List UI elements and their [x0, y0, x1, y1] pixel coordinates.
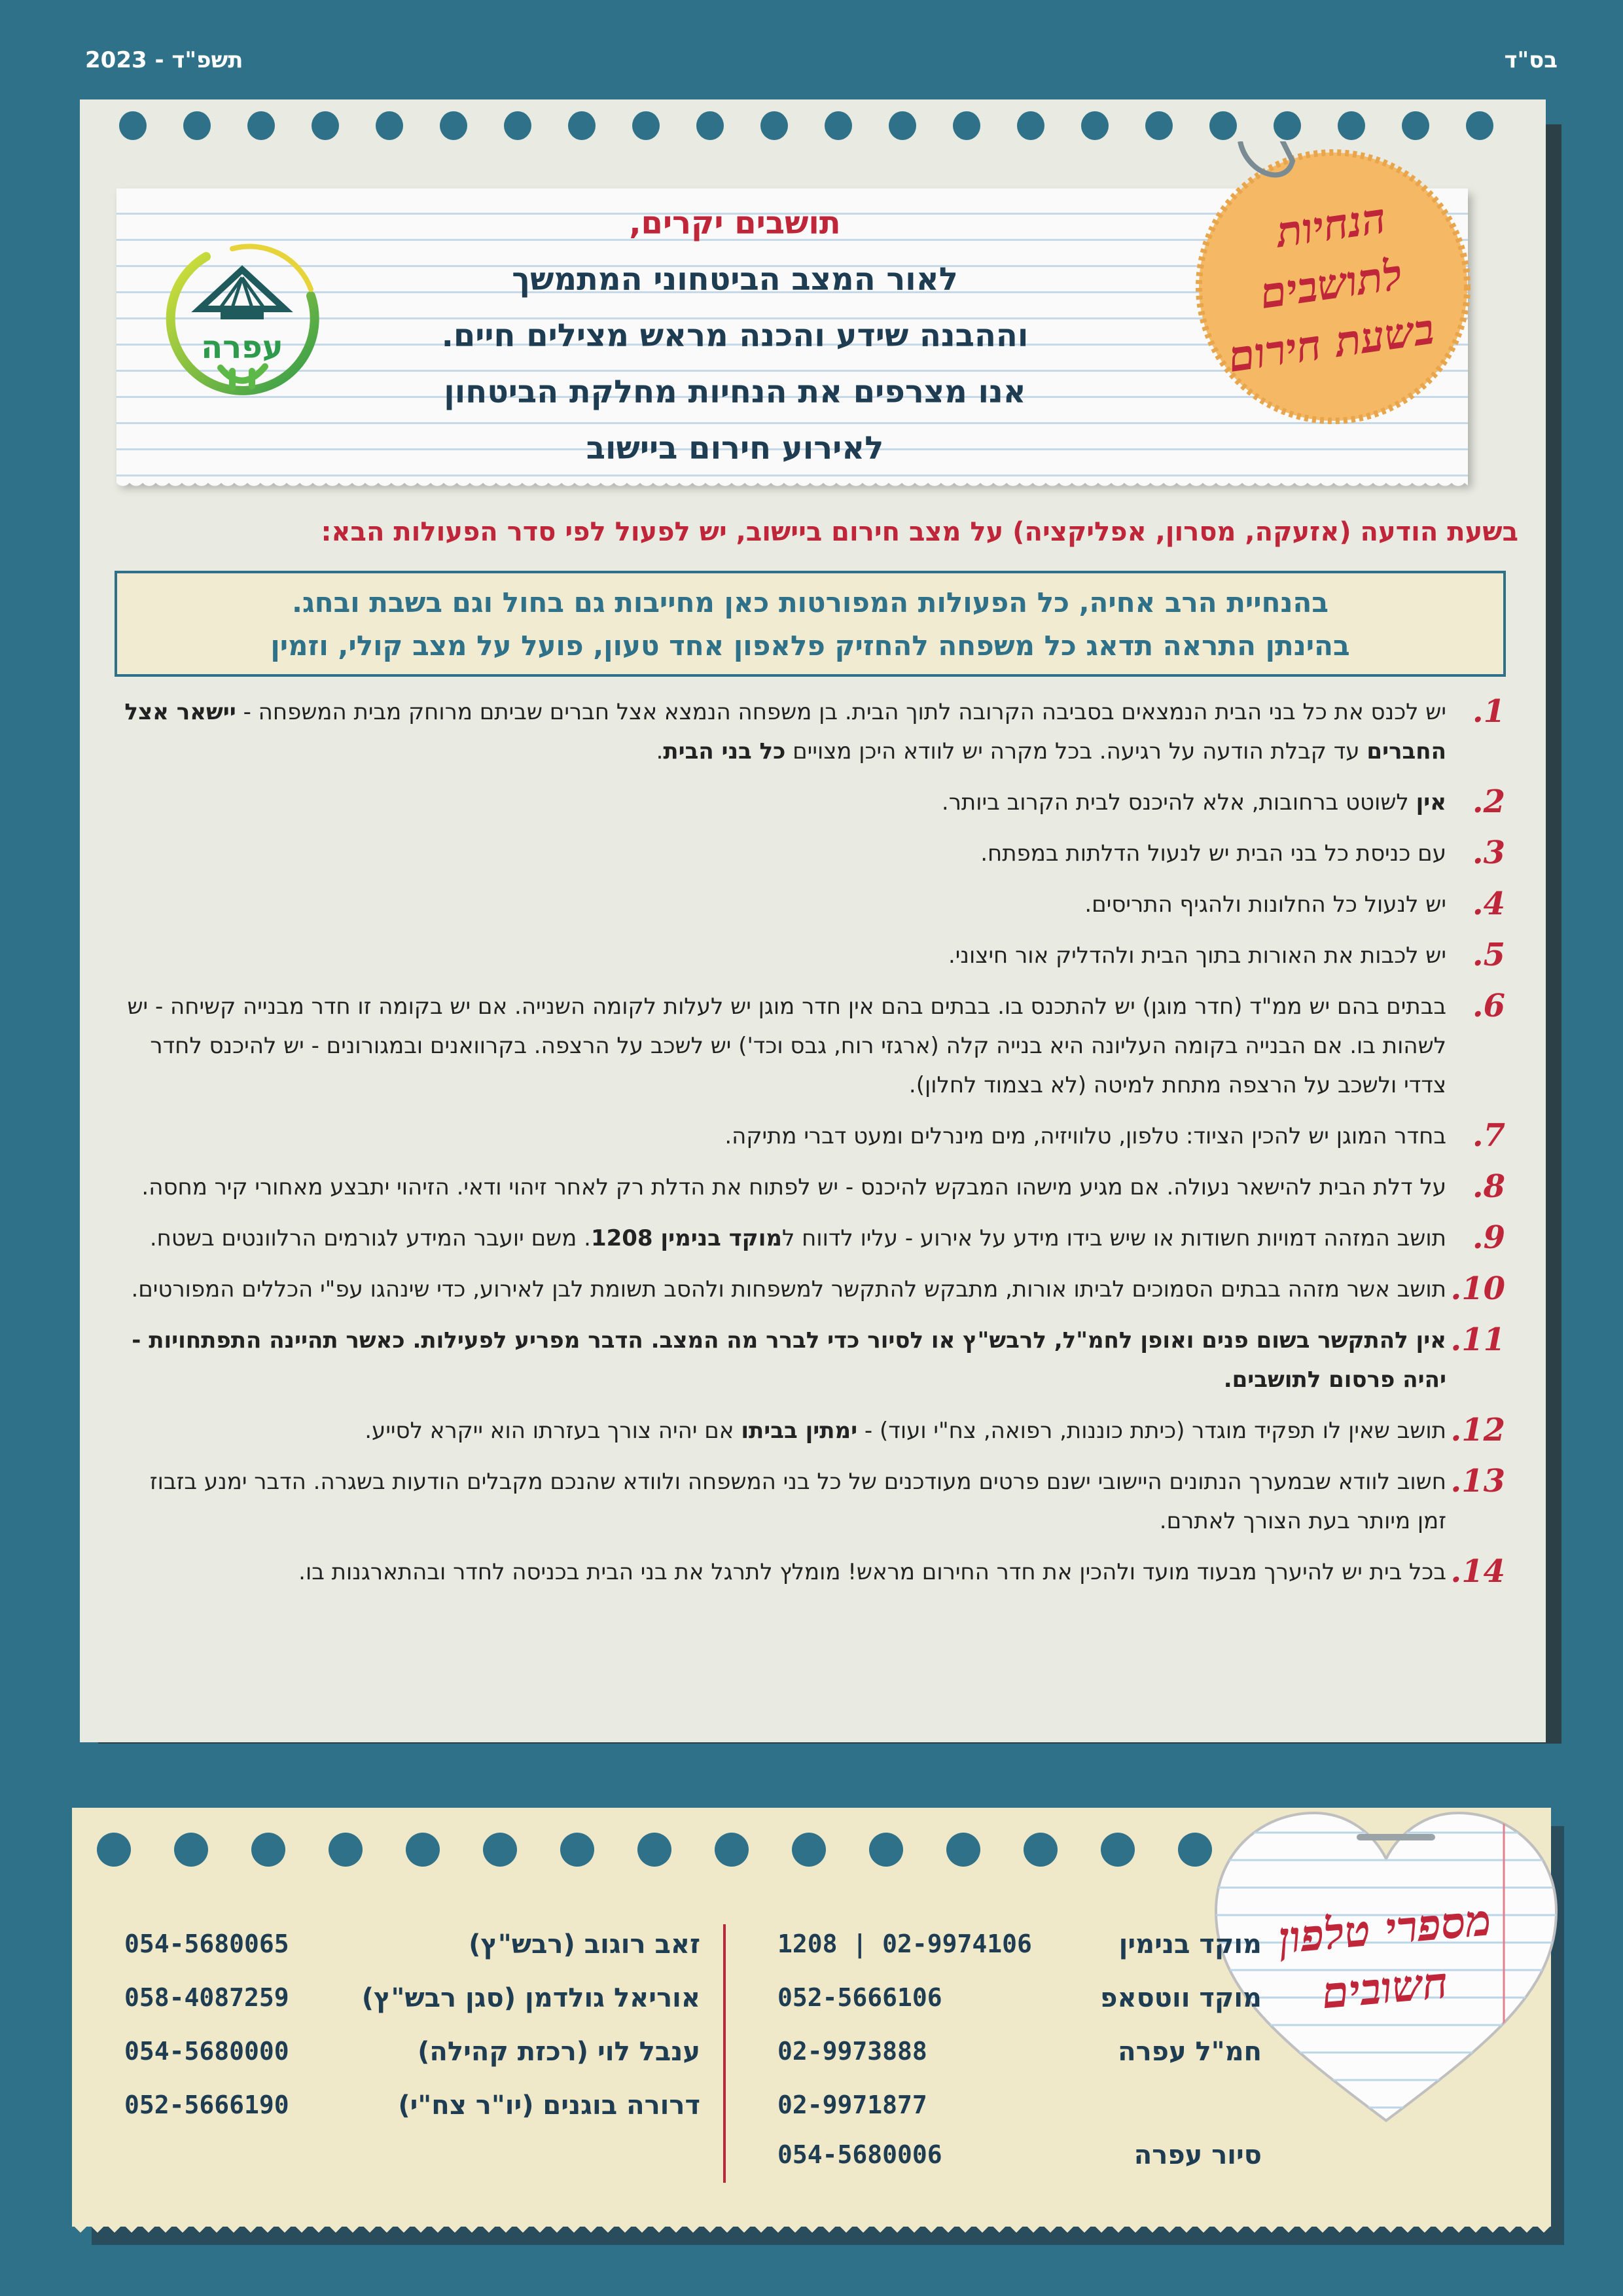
- instruction-text: [115, 1411, 1446, 1450]
- instruction-fragment: עד קבלת הודעה על רגיעה. בכל מקרה יש לוודא היכן מצויים: [785, 738, 1367, 764]
- contacts-divider: [723, 1924, 726, 2183]
- contact-number[interactable]: 054-5680000: [124, 2037, 289, 2066]
- instruction-fragment: חשוב לוודא שבמערך הנתונים היישובי ישנם פרטים מעודכנים של כל בני המשפחה ולוודא שהנכם מקבלים הודעות בשגרה. הדבר ימנע בזבוז זמן מיותר בעת הצורך לאתרם.: [149, 1469, 1446, 1534]
- instruction-item: [115, 1552, 1510, 1592]
- instruction-fragment: בבתים בהם יש ממ"ד (חדר מוגן) יש להתכנס בו. בבתים בהם אין חדר מוגן יש לעלות לקומה השנייה. אם יש בקומה זו חדר מבנייה קשיחה - יש לשהות בו. אם הבנייה בקומה העליונה היא בנייה קלה (ארגזי רוח, גבס וכד') יש לשכב על הרצפה. בקרוואנים ובמגורונים - יש להיכנס לחדר צדדי ולשכב על הרצפה מתחת למיטה (לא בצמוד לחלון).: [127, 994, 1446, 1098]
- binder-hole: [760, 111, 788, 140]
- instruction-text: [115, 1552, 1446, 1592]
- instruction-text: [115, 783, 1446, 822]
- instruction-fragment: תושב שאין לו תפקיד מוגדר (כיתת כוננות, רפואה, צח"י ועוד) -: [857, 1418, 1446, 1444]
- binder-hole: [376, 111, 403, 140]
- instruction-item: [115, 987, 1510, 1105]
- torn-edge: [72, 2224, 1551, 2241]
- stamp-line3: בשעת חירום: [1225, 304, 1437, 382]
- instruction-text: [115, 834, 1446, 873]
- hotline-row: [777, 1983, 1262, 2037]
- binder-hole: [1402, 111, 1429, 140]
- instruction-number: 9.: [1472, 1219, 1505, 1256]
- instruction-number: 13.: [1450, 1463, 1505, 1499]
- binder-hole: [825, 111, 852, 140]
- contact-name: זאב רוגוב (רבש"ץ): [469, 1929, 700, 1960]
- instruction-emphasis: כל בני הבית: [663, 738, 786, 764]
- binder-hole: [440, 111, 467, 140]
- instruction-item: [115, 834, 1510, 873]
- hotline-number[interactable]: 1208 | 02-9974106: [777, 1929, 1032, 1958]
- binder-hole: [247, 111, 275, 140]
- binder-hole: [946, 1833, 980, 1867]
- instruction-text: [115, 1168, 1446, 1207]
- binder-hole: [183, 111, 211, 140]
- instruction-number: 12.: [1450, 1412, 1505, 1448]
- intro-line: אנו מצרפים את הנחיות מחלקת הביטחון: [444, 374, 1026, 410]
- instruction-emphasis: יישאר אצל החברים: [124, 699, 1446, 764]
- binder-hole: [632, 111, 660, 140]
- bsd-label: בס"ד: [1504, 47, 1558, 73]
- instruction-item: [115, 1270, 1510, 1309]
- instruction-number: 6.: [1472, 988, 1505, 1024]
- stamp-badge: [1188, 141, 1479, 433]
- hotline-name: מוקד בנימין: [1118, 1929, 1262, 1960]
- hotline-number[interactable]: 02-9971877: [777, 2090, 927, 2119]
- binder-hole: [869, 1833, 903, 1867]
- instruction-emphasis: מוקד בנימין 1208: [590, 1225, 782, 1251]
- instruction-item: [115, 936, 1510, 975]
- binder-hole: [637, 1833, 671, 1867]
- instruction-item: [115, 783, 1510, 822]
- instruction-text: [115, 1117, 1446, 1156]
- instruction-fragment: .: [656, 738, 664, 764]
- instruction-number: 10.: [1450, 1270, 1505, 1307]
- hotline-number[interactable]: 054-5680006: [777, 2140, 942, 2169]
- instruction-fragment: תושב אשר מזהה בבתים הסמוכים לביתו אורות, מתבקש להתקשר למשפחות ולהסב תשומת לבן לאירוע, כדי שינהגו עפ"י הכללים המפורטים.: [131, 1276, 1446, 1302]
- contact-name: ענבל לוי (רכזת קהילה): [418, 2037, 700, 2067]
- hotline-name: מוקד ווטסאפ: [1100, 1983, 1262, 2013]
- hotline-number[interactable]: 052-5666106: [777, 1983, 942, 2012]
- instruction-number: 11.: [1450, 1321, 1505, 1358]
- instruction-number: 14.: [1450, 1553, 1505, 1590]
- binder-hole: [1081, 111, 1109, 140]
- instruction-fragment: תושב המזהה דמויות חשודות או שיש בידו מידע על אירוע - עליו לדווח ל: [782, 1225, 1446, 1251]
- phones-title-line2: חשובים: [1319, 1956, 1450, 2019]
- instruction-number: 1.: [1472, 693, 1505, 730]
- hotline-row: [777, 2140, 1262, 2194]
- instruction-fragment: על דלת הבית להישאר נעולה. אם מגיע מישהו המבקש להיכנס - יש לפתוח את הדלת רק לאחר זיהוי ודאי. הזיהוי יתבצע מאחורי קיר מחסה.: [141, 1174, 1446, 1200]
- binder-hole: [1338, 111, 1365, 140]
- staple-icon: [1357, 1834, 1435, 1840]
- stamp-line1: הנחיות: [1273, 193, 1389, 258]
- binder-hole: [1466, 111, 1493, 140]
- hotline-number[interactable]: 02-9973888: [777, 2037, 927, 2066]
- instruction-text: [115, 936, 1446, 975]
- hotline-row: [777, 1929, 1262, 1983]
- instruction-fragment: יש לכבות את האורות בתוך הבית ולהדליק אור חיצוני.: [948, 942, 1446, 969]
- instruction-fragment: עם כניסת כל בני הבית יש לנעול הדלתות במפתח.: [980, 840, 1446, 867]
- note-line: בהינתן התראה תדאג כל משפחה להחזיק פלאפון אחד טעון, פועל על מצב קולי, וזמין: [270, 630, 1350, 662]
- phones-title-line1: מספרי טלפון: [1276, 1894, 1493, 1964]
- instruction-emphasis: ימתין בביתו: [741, 1418, 858, 1444]
- rabbi-note-box: [115, 571, 1506, 677]
- instruction-fragment: . משם יועבר המידע לגורמים הרלוונטים בשטח.: [149, 1225, 591, 1251]
- binder-hole: [483, 1833, 517, 1867]
- instruction-fragment: יש לנעול כל החלונות ולהגיף התריסים.: [1084, 891, 1446, 918]
- instruction-item: [115, 692, 1510, 771]
- instruction-text: [115, 1219, 1446, 1258]
- binder-hole: [251, 1833, 285, 1867]
- instruction-number: 5.: [1472, 937, 1505, 973]
- instruction-item: [115, 1219, 1510, 1258]
- binder-hole: [406, 1833, 440, 1867]
- stamp-line2: לתושבים: [1257, 250, 1406, 319]
- hotline-name: סיור עפרה: [1133, 2140, 1262, 2170]
- contact-name: דרורה בוגנים (יו"ר צח"י): [398, 2090, 700, 2121]
- hotline-row: [777, 2037, 1262, 2090]
- intro-line: לאירוע חירום ביישוב: [586, 430, 884, 467]
- contact-number[interactable]: 052-5666190: [124, 2090, 289, 2119]
- binder-hole: [1024, 1833, 1058, 1867]
- instruction-fragment: בכל בית יש להיערך מבעוד מועד ולהכין את חדר החירום מראש! מומלץ לתרגל את בני הבית בכניסה לחדר ובהתארגנות בו.: [298, 1559, 1446, 1585]
- instruction-text: [115, 1462, 1446, 1541]
- year-label: תשפ"ד - 2023: [85, 47, 243, 73]
- instructions-lead: בשעת הודעה (אזעקה, מסרון, אפליקציה) על מצב חירום ביישוב, יש לפעול לפי סדר הפעולות הבא:: [321, 517, 1518, 547]
- binder-hole: [715, 1833, 749, 1867]
- instruction-number: 4.: [1472, 886, 1505, 922]
- binder-hole: [1209, 111, 1237, 140]
- intro-line: וההבנה שידע והכנה מראש מצילים חיים.: [441, 317, 1029, 354]
- instruction-number: 2.: [1472, 783, 1505, 820]
- contact-number[interactable]: 054-5680065: [124, 1929, 289, 1958]
- instruction-emphasis: אין: [1416, 789, 1446, 816]
- instruction-text: [115, 1270, 1446, 1309]
- instruction-item: [115, 1462, 1510, 1541]
- instruction-fragment: לשוטט ברחובות, אלא להיכנס לבית הקרוב ביותר.: [941, 789, 1416, 816]
- instruction-fragment: אם יהיה צורך בעזרתו הוא ייקרא לסייע.: [365, 1418, 741, 1444]
- instruction-item: [115, 1117, 1510, 1156]
- instruction-text: [115, 885, 1446, 924]
- binder-hole: [174, 1833, 208, 1867]
- contact-row: [124, 2090, 700, 2144]
- contacts-people: [124, 1929, 700, 2144]
- hotline-name: חמ"ל עפרה: [1118, 2037, 1262, 2067]
- binder-hole: [97, 1833, 131, 1867]
- instruction-fragment: בחדר המוגן יש להכין הציוד: טלפון, טלוויזיה, מים מינרלים ומעט דברי מתיקה.: [724, 1123, 1446, 1149]
- instruction-number: 3.: [1472, 834, 1505, 871]
- binder-hole: [1101, 1833, 1135, 1867]
- note-line: בהנחיית הרב אחיה, כל הפעולות המפורטות כאן מחייבות גם בחול וגם בשבת ובחג.: [292, 586, 1329, 619]
- binder-hole: [119, 111, 147, 140]
- intro-line: לאור המצב הביטחוני המתמשך: [512, 261, 958, 298]
- contacts-hotlines: [777, 1929, 1262, 2194]
- torn-edge: [116, 480, 1468, 493]
- instruction-item: [115, 885, 1510, 924]
- binder-hole: [1145, 111, 1173, 140]
- binder-hole: [792, 1833, 826, 1867]
- binder-hole: [504, 111, 531, 140]
- contact-number[interactable]: 058-4087259: [124, 1983, 289, 2012]
- binder-hole: [953, 111, 980, 140]
- contact-row: [124, 1983, 700, 2037]
- instruction-number: 7.: [1472, 1117, 1505, 1154]
- instructions-list: [115, 692, 1510, 1604]
- intro-greeting: תושבים יקרים,: [629, 205, 841, 242]
- binder-hole: [312, 111, 339, 140]
- instruction-text: [115, 987, 1446, 1105]
- contact-name: אוריאל גולדמן (סגן רבש"ץ): [361, 1983, 700, 2013]
- contact-row: [124, 1929, 700, 1983]
- instruction-text: [115, 692, 1446, 771]
- binder-hole: [329, 1833, 363, 1867]
- intro-text: [391, 195, 1079, 476]
- instruction-item: [115, 1168, 1510, 1207]
- contact-row: [124, 2037, 700, 2090]
- binder-hole: [560, 1833, 594, 1867]
- logo-wordmark: עפרה: [201, 329, 283, 366]
- instruction-item: [115, 1321, 1510, 1399]
- binder-hole: [1017, 111, 1044, 140]
- binder-hole: [696, 111, 724, 140]
- binder-hole: [889, 111, 916, 140]
- instruction-item: [115, 1411, 1510, 1450]
- binder-hole: [568, 111, 596, 140]
- ofra-logo: [160, 217, 324, 414]
- binder-hole: [1274, 111, 1301, 140]
- instruction-fragment: יש לכנס את כל בני הבית הנמצאים בסביבה הקרובה לתוך הבית. בן משפחה הנמצא אצל חברים שביתם מרוחק מבית המשפחה -: [236, 699, 1446, 725]
- hotline-row: [777, 2090, 1262, 2140]
- instruction-emphasis: אין להתקשר בשום פנים ואופן לחמ"ל, לרבש"ץ או לסיור כדי לברר מה המצב. הדבר מפריע לפעילות. כאשר תהיינה התפתחויות - יהיה פרסום לתושבים.: [132, 1327, 1446, 1393]
- instruction-text: [115, 1321, 1446, 1399]
- instruction-number: 8.: [1472, 1168, 1505, 1205]
